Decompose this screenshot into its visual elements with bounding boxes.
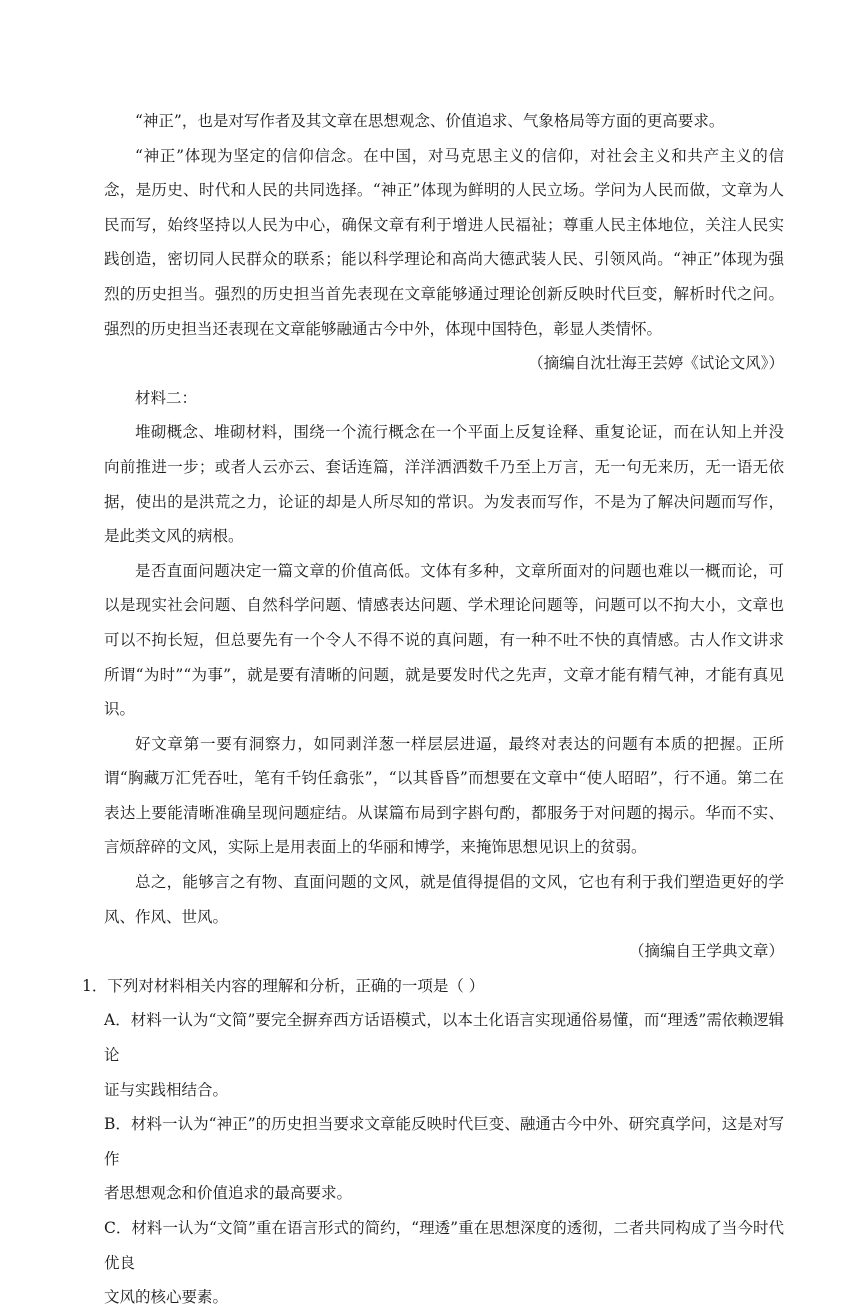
- material1-source: （摘编自沈壮海王芸婷《试论文风》）: [528, 354, 784, 373]
- material2-paragraph-4: 总之，能够言之有物、直面问题的文风，就是值得提倡的文风，它也有利于我们塑造更好的学风、作风、世风。: [104, 873, 784, 926]
- material2-heading: 材料二：: [135, 388, 198, 407]
- question-1-stem: 1．下列对材料相关内容的理解和分析，正确的一项是（ ）: [82, 976, 485, 995]
- option-b-line-2: 者思想观念和价值追求的最高要求。: [104, 1184, 353, 1203]
- option-c-line-2: 文风的核心要素。: [104, 1288, 229, 1307]
- material2-paragraph-2: 是否直面问题决定一篇文章的价值高低。文体有多种，文章所面对的问题也难以一概而论，可以是现实社会问题、自然科学问题、情感表达问题、学术理论问题等，问题可以不拘大小，文章也可以不拘长短，但总要先有一个令人不得不说的真问题，有一种不吐不快的真情感。古人作文讲求所谓“为时”“为事”，就是要有清晰的问题，就是要发时代之先声，文章才能有精气神，才能有真见识。: [104, 561, 784, 719]
- material1-paragraph-2: “神正”体现为坚定的信仰信念。在中国，对马克思主义的信仰，对社会主义和共产主义的信念，是历史、时代和人民的共同选择。“神正”体现为鲜明的人民立场。学问为人民而做，文章为人民而写，始终坚持以人民为中心，确保文章有利于增进人民福祉；尊重人民主体地位，关注人民实践创造，密切同人民群众的联系；能以科学理论和高尚大德武装人民、引领风尚。“神正”体现为强烈的历史担当。强烈的历史担当首先表现在文章能够通过理论创新反映时代巨变，解析时代之问。强烈的历史担当还表现在文章能够融通古今中外，体现中国特色，彰显人类情怀。: [104, 146, 784, 338]
- option-a-line-2: 证与实践相结合。: [104, 1080, 229, 1099]
- material2-paragraph-1: 堆砌概念、堆砌材料，围绕一个流行概念在一个平面上反复诠释、重复论证，而在认知上并没向前推进一步；或者人云亦云、套话连篇，洋洋洒洒数千乃至上万言，无一句无来历，无一语无依据，使出的是洪荒之力，论证的却是人所尽知的常识。为发表而写作，不是为了解决问题而写作，是此类文风的病根。: [104, 423, 784, 546]
- option-c-line-1: C．材料一认为“文简”重在语言形式的简约，“理透”重在思想深度的透彻，二者共同构成了当今时代优良: [104, 1219, 784, 1272]
- material1-paragraph-1: “神正”，也是对写作者及其文章在思想观念、价值追求、气象格局等方面的更高要求。: [135, 112, 725, 130]
- material2-paragraph-3: 好文章第一要有洞察力，如同剥洋葱一样层层进逼，最终对表达的问题有本质的把握。正所谓“胸藏万汇凭吞吐，笔有千钧任翕张”，“以其昏昏”而想要在文章中“使人昭昭”，行不通。第二在表达上要能清晰准确呈现问题症结。从谋篇布局到字斟句酌，都服务于对问题的揭示。华而不实、言烦辞碎的文风，实际上是用表面上的华丽和博学，来掩饰思想见识上的贫弱。: [104, 734, 784, 857]
- option-a-line-1: A．材料一认为“文简”要完全摒弃西方话语模式，以本土化语言实现通俗易懂，而“理透”需依赖逻辑论: [104, 1011, 784, 1065]
- question-1-option-a[interactable]: [104, 1003, 784, 1107]
- question-1-option-b[interactable]: [104, 1107, 784, 1211]
- option-b-line-1: B．材料一认为“神正”的历史担当要求文章能反映时代巨变、融通古今中外、研究真学问，这是对写作: [104, 1115, 784, 1168]
- material2-source: （摘编自王学典文章）: [628, 942, 784, 961]
